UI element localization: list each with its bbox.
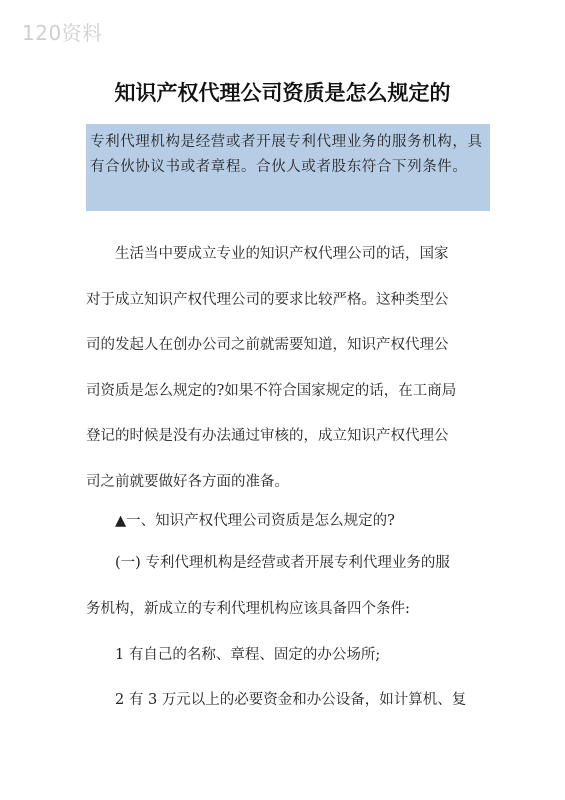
text-line: (一) 专利代理机构是经营或者开展专利代理业务的服	[115, 555, 450, 571]
summary-box: 专利代理机构是经营或者开展专利代理业务的服务机构，具有合伙协议书或者章程。合伙人或者股东符合下列条件。	[86, 124, 490, 211]
section-heading	[86, 510, 490, 556]
watermark: 120资料	[22, 21, 103, 45]
list-item	[86, 644, 490, 690]
text-line: 司的发起人在创办公司之前就需要知道，知识产权代理公	[86, 337, 449, 353]
text-line: 务机构，新成立的专利代理机构应该具备四个条件:	[86, 600, 410, 617]
text-line: 司资质是怎么规定的?如果不符合国家规定的话，在工商局	[86, 382, 457, 399]
text-line: 司之前就要做好各方面的准备。	[86, 473, 289, 490]
text-line: 对于成立知识产权代理公司的要求比较严格。这种类型公	[86, 291, 449, 308]
text-line: 生活当中要成立专业的知识产权代理公司的话，国家	[115, 246, 449, 262]
paragraph-intro	[86, 243, 490, 516]
text-line: 登记的时候是没有办法通过审核的，成立知识产权代理公	[86, 428, 449, 444]
list-item	[86, 689, 490, 735]
heading-text: ▲一、知识产权代理公司资质是怎么规定的?	[115, 513, 395, 529]
paragraph-conditions	[86, 552, 490, 643]
list-item-text: 1 有自己的名称、章程、固定的办公场所;	[115, 647, 381, 663]
list-item-text: 2 有 3 万元以上的必要资金和办公设备，如计算机、复	[115, 692, 467, 708]
document-title: 知识产权代理公司资质是怎么规定的	[114, 81, 451, 105]
